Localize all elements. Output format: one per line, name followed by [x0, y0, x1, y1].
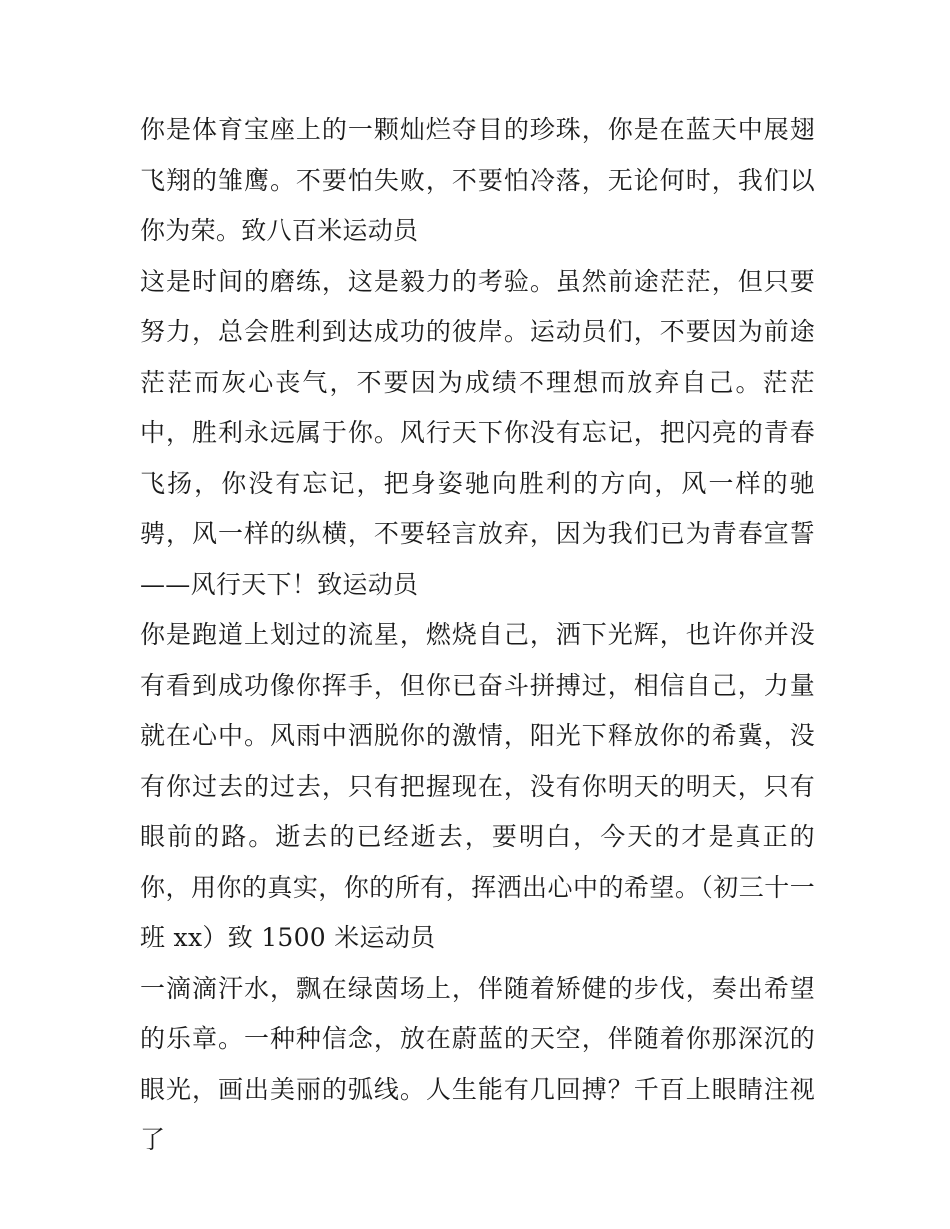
paragraph-athletes: 这是时间的磨练，这是毅力的考验。虽然前途茫茫，但只要努力，总会胜利到达成功的彼岸。运动员们，不要因为前途茫茫而灰心丧气，不要因为成绩不理想而放弃自己。茫茫中，胜利永远属于你。风行天下你没有忘记，把闪亮的青春飞扬，你没有忘记，把身姿驰向胜利的方向，风一样的驰骋，风一样的纵横，不要轻言放弃，因为我们已为青春宣誓——风行天下！致运动员 — [140, 266, 815, 599]
document-body — [140, 105, 815, 1166]
paragraph-800m: 你是体育宝座上的一颗灿烂夺目的珍珠，你是在蓝天中展翅飞翔的雏鹰。不要怕失败，不要怕冷落，无论何时，我们以你为荣。致八百米运动员 — [140, 115, 815, 245]
paragraph-1500m: 你是跑道上划过的流星，燃烧自己，洒下光辉，也许你并没有看到成功像你挥手，但你已奋斗拼搏过，相信自己，力量就在心中。风雨中洒脱你的激情，阳光下释放你的希冀，没有你过去的过去，只有把握现在，没有你明天的明天，只有眼前的路。逝去的已经逝去，要明白，今天的才是真正的你，用你的真实，你的所有，挥洒出心中的希望。（初三十一班 xx）致 1500 米运动员 — [140, 620, 815, 952]
paragraph-sweat: 一滴滴汗水，飘在绿茵场上，伴随着矫健的步伐，奏出希望的乐章。一种种信念，放在蔚蓝的天空，伴随着你那深沉的眼光，画出美丽的弧线。人生能有几回搏？千百上眼睛注视了 — [140, 973, 815, 1154]
